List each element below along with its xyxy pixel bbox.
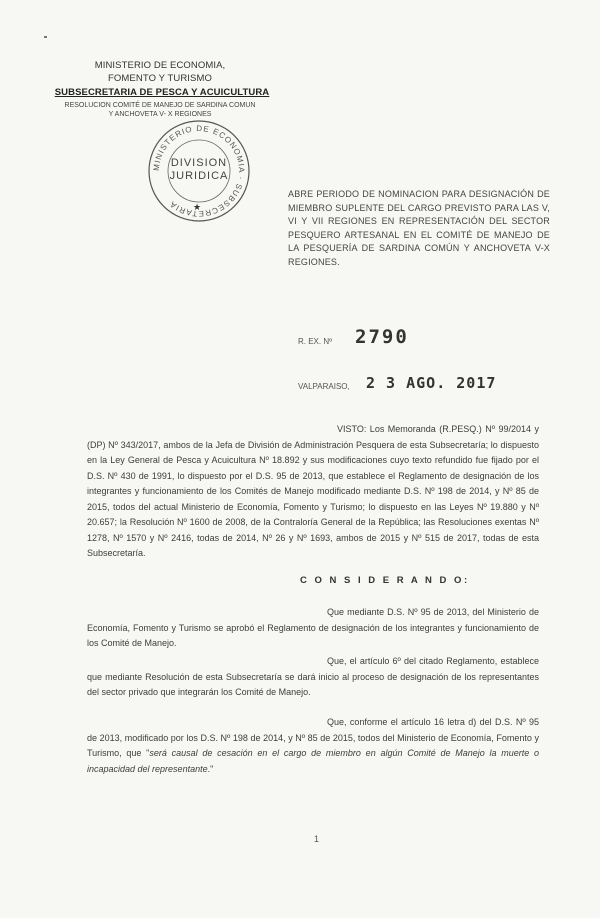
ministry-name: MINISTERIO DE ECONOMIA,	[94, 60, 226, 71]
stamp-ring-text: MINISTERIO DE ECONOMIA · SUBSECRETARIA	[151, 123, 247, 219]
considerando-item-2: Que, el artículo 6º del citado Reglamento, establece que mediante Resolución de esta Subsecretaría se dará inicio al proceso de designación de los representantes del sector privado que integrarán los Comité de Manejo.	[87, 656, 539, 697]
stamp-center-line1: DIVISION	[170, 157, 228, 169]
division-juridica-stamp	[146, 118, 252, 224]
considerando-item-3	[87, 715, 539, 777]
resolution-date: 2 3 AGO. 2017	[366, 374, 497, 392]
subsecretaria-name: SUBSECRETARIA DE PESCA Y ACUICULTURA	[54, 87, 270, 98]
resolution-committee-line1: RESOLUCION COMITÉ DE MANEJO DE SARDINA COMUN	[64, 102, 256, 109]
page-number: 1	[314, 834, 320, 844]
resolution-number-label: R. EX. Nº	[298, 337, 333, 346]
stamp-center-line2: JURIDICA	[169, 170, 229, 182]
considerando-item-1: Que mediante D.S. Nº 95 de 2013, del Ministerio de Economía, Fomento y Turismo se aprobó el Reglamento de designación de los integrantes y funcionamiento de los Comité de Manejo.	[87, 607, 539, 648]
resolution-committee-line2: Y ANCHOVETA V- X REGIONES	[108, 111, 212, 118]
scan-mark	[44, 36, 47, 38]
resolution-number: 2790	[355, 326, 409, 348]
ministry-subtitle: FOMENTO Y TURISMO	[108, 73, 212, 84]
considerando-3-quote: será causal de cesación en el cargo de miembro en algún Comité de Manejo la muerte o incapacidad del representante	[87, 748, 539, 774]
considerando-3-text: Que, conforme el artículo 16 letra d) del D.S. Nº 95 de 2013, modificado por los D.S. Nº 198 de 2014, y Nº 85 de 2015, todos del Ministerio de Economía, Fomento y Turismo, que "	[87, 717, 539, 758]
visto-paragraph	[87, 422, 539, 562]
visto-text: VISTO: Los Memoranda (R.PESQ.) Nº 99/2014 y (DP) Nº 343/2017, ambos de la Jefa de División de Administración Pesquera de esta Subsecretaría; lo dispuesto en la Ley General de Pesca y Acuicultura Nº 18.892 y sus modificaciones cuyo texto refundido fue fijado por el D.S. Nº 430 de 1991, lo dispuesto por el D.S. 95 de 2013, que establece el Reglamento de designación de los integrantes y funcionamiento de los Comités de Manejo modificado mediante D.S. Nº 198 de 2014, y Nº 85 de 2015, todos del actual Ministerio de Economía, Fomento y Turismo; lo dispuesto en las Leyes Nº 19.880 y Nº 20.657; la Resolución Nº 1600 de 2008, de la Contraloría General de la República; las Resoluciones exentas Nº 1278, Nº 1570 y Nº 2416, todas de 2014, Nº 26 y Nº 1693, ambos de 2015 y Nº 515 de 2017, todas de esta Subsecretaría.	[87, 424, 539, 558]
considerando-heading: C O N S I D E R A N D O:	[300, 575, 470, 586]
place-label: VALPARAISO,	[298, 382, 350, 391]
resolution-title: ABRE PERIODO DE NOMINACION PARA DESIGNACIÓN DE MIEMBRO SUPLENTE DEL CARGO PREVISTO PARA LAS V, VI Y VII REGIONES EN REPRESENTACIÓN DEL SECTOR PESQUERO ARTESANAL EN EL COMITÉ DE MANEJO DE LA PESQUERÍA DE SARDINA COMÚN Y ANCHOVETA V-X REGIONES.	[288, 189, 550, 267]
considerando-3-end: ."	[207, 763, 214, 774]
stamp-star-icon: ★	[193, 202, 202, 212]
